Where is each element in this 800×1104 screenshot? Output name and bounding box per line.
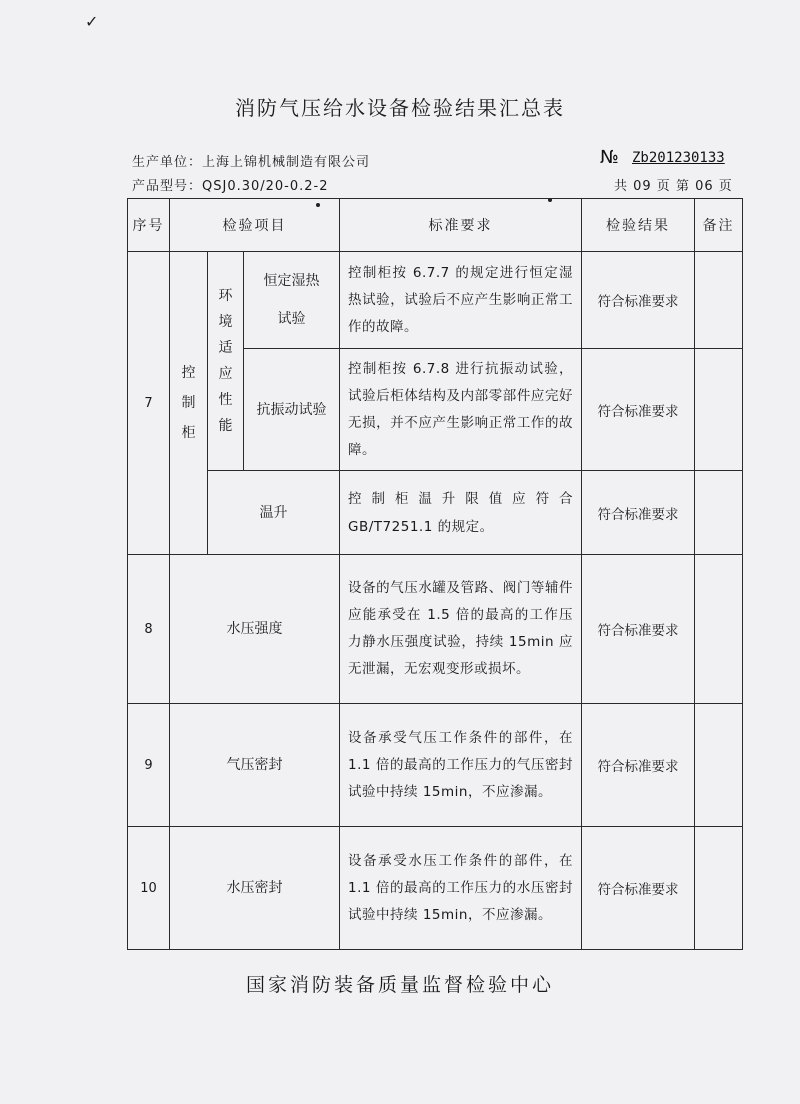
- header-result: 检验结果: [582, 199, 695, 252]
- table-header-row: [128, 199, 743, 252]
- results-table: [127, 198, 743, 950]
- header-requirement: 标准要求: [340, 199, 582, 252]
- requirement-cell: 控制柜温升限值应符合 GB/T7251.1 的规定。: [340, 471, 582, 555]
- seq-cell: 10: [128, 827, 170, 950]
- requirement-cell: 设备承受气压工作条件的部件，在 1.1 倍的最高的工作压力的气压密封试验中持续 15min，不应渗漏。: [340, 704, 582, 827]
- table-row: [128, 555, 743, 704]
- result-cell: 符合标准要求: [582, 827, 695, 950]
- seq-cell: 7: [128, 252, 170, 555]
- category-cell: 控 制 柜: [170, 252, 208, 555]
- table-row: [128, 252, 743, 349]
- manufacturer: 生产单位：上海上锦机械制造有限公司: [132, 155, 371, 170]
- item-cell: 抗振动试验: [244, 349, 340, 471]
- page-title: 消防气压给水设备检验结果汇总表: [235, 96, 565, 120]
- remark-cell: [695, 471, 743, 555]
- header-seq: 序号: [128, 199, 170, 252]
- table-row: [128, 471, 743, 555]
- requirement-cell: 设备承受水压工作条件的部件，在 1.1 倍的最高的工作压力的水压密封试验中持续 15min，不应渗漏。: [340, 827, 582, 950]
- result-cell: 符合标准要求: [582, 252, 695, 349]
- remark-cell: [695, 704, 743, 827]
- item-cell: 水压强度: [170, 555, 340, 704]
- header-item: 检验项目: [170, 199, 340, 252]
- table-row: [128, 704, 743, 827]
- item-cell: 温升: [208, 471, 340, 555]
- seq-cell: 8: [128, 555, 170, 704]
- header-remark: 备注: [695, 199, 743, 252]
- subcategory-cell: 环 境 适 应 性 能: [208, 252, 244, 471]
- product-model: 产品型号：QSJ0.30/20-0.2-2: [132, 179, 329, 194]
- requirement-cell: 控制柜按 6.7.7 的规定进行恒定湿热试验，试验后不应产生影响正常工作的故障。: [340, 252, 582, 349]
- report-number: Zb201230133: [632, 150, 725, 166]
- seq-cell: 9: [128, 704, 170, 827]
- result-cell: 符合标准要求: [582, 555, 695, 704]
- page-count: 共 09 页 第 06 页: [614, 179, 733, 194]
- number-symbol: №: [600, 147, 619, 168]
- remark-cell: [695, 827, 743, 950]
- item-cell: 气压密封: [170, 704, 340, 827]
- remark-cell: [695, 252, 743, 349]
- requirement-cell: 控制柜按 6.7.8 进行抗振动试验，试验后柜体结构及内部零部件应完好无损，并不应产生影响正常工作的故障。: [340, 349, 582, 471]
- item-cell: 水压密封: [170, 827, 340, 950]
- result-cell: 符合标准要求: [582, 704, 695, 827]
- issuer-footer: 国家消防装备质量监督检验中心: [245, 974, 554, 996]
- requirement-cell: 设备的气压水罐及管路、阀门等辅件应能承受在 1.5 倍的最高的工作压力静水压强度试验，持续 15min 应无泄漏，无宏观变形或损坏。: [340, 555, 582, 704]
- item-cell: 恒定湿热 试验: [244, 252, 340, 349]
- scan-mark-icon: ✓: [85, 12, 99, 31]
- result-cell: 符合标准要求: [582, 349, 695, 471]
- result-cell: 符合标准要求: [582, 471, 695, 555]
- table-row: [128, 827, 743, 950]
- remark-cell: [695, 555, 743, 704]
- remark-cell: [695, 349, 743, 471]
